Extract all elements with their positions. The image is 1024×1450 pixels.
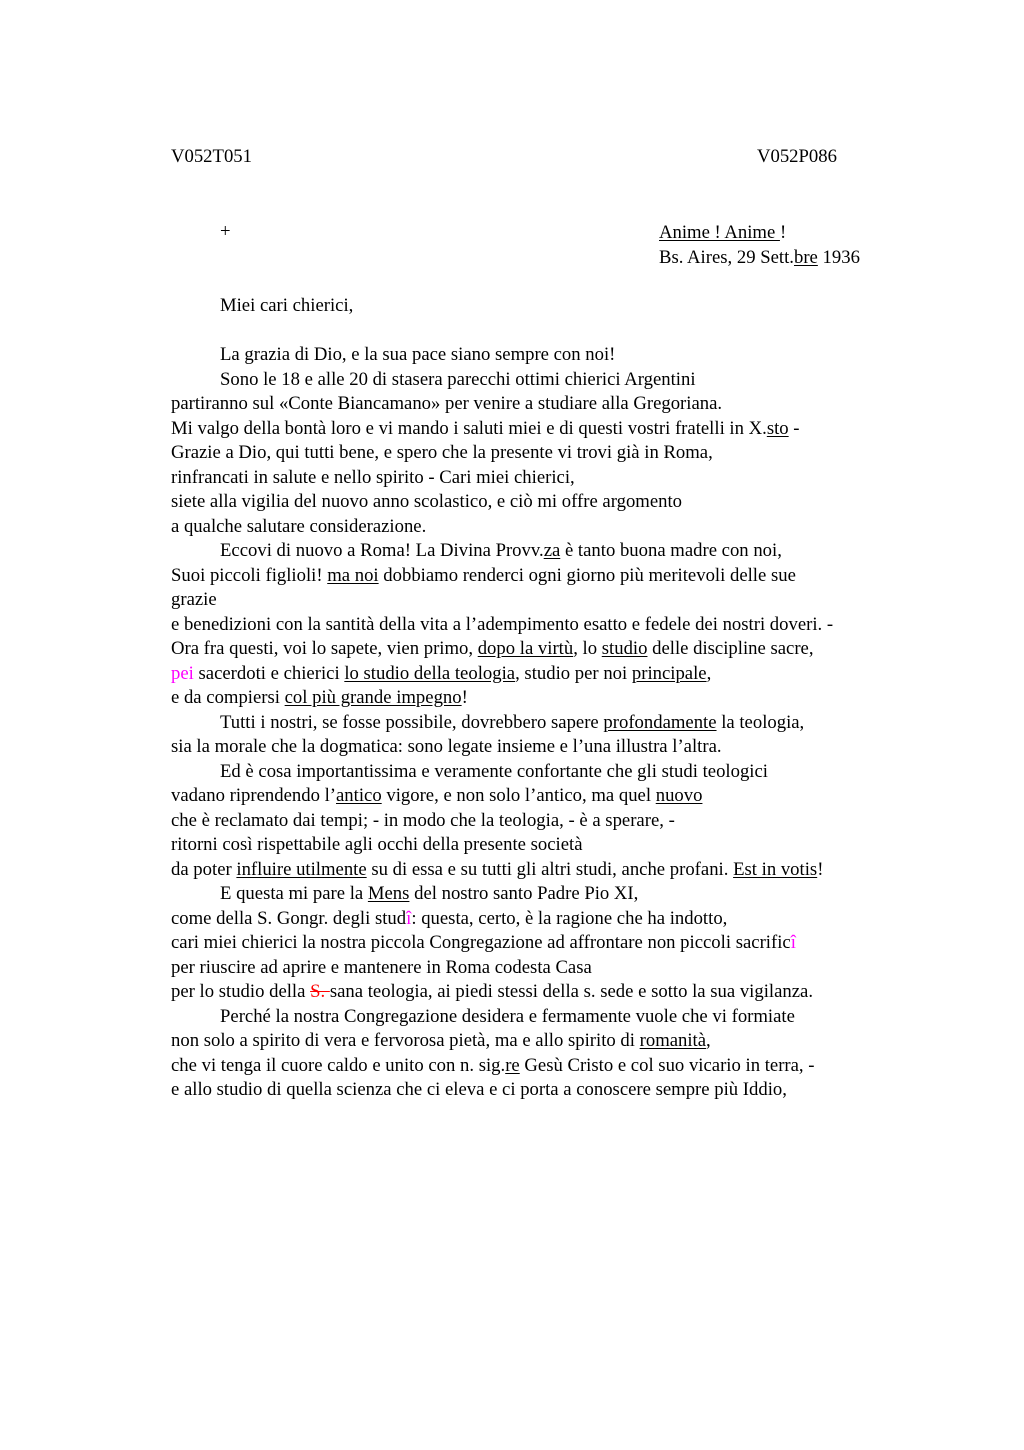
text-segment: Sono le 18 e alle 20 di stasera parecchi ottimi chierici Argentini bbox=[220, 368, 696, 390]
text-segment: su di essa e su tutti gli altri studi, anche profani. bbox=[366, 858, 734, 880]
text-segment: che è reclamato dai tempi; - in modo che la teologia, - è a sperare, - bbox=[171, 809, 675, 831]
text-line bbox=[171, 662, 931, 687]
document-code-left: V052T051 bbox=[171, 146, 252, 167]
text-line bbox=[171, 1005, 931, 1030]
text-segment: Gesù Cristo e col suo vicario in terra, - bbox=[519, 1054, 815, 1076]
text-segment: Tutti i nostri, se fosse possibile, dovrebbero sapere bbox=[220, 711, 604, 733]
text-segment: sia la morale che la dogmatica: sono legate insieme e l’una illustra l’altra. bbox=[171, 736, 722, 757]
text-segment: e allo studio di quella scienza che ci eleva e ci porta a conoscere sempre più Iddio, bbox=[171, 1079, 787, 1100]
text-segment: Eccovi di nuovo a Roma! La Divina Provv. bbox=[220, 540, 544, 561]
text-segment: La grazia di Dio, e la sua pace siano sempre con noi! bbox=[220, 344, 616, 365]
text-segment: Perché la nostra Congregazione desidera e fermamente vuole che vi formiate bbox=[220, 1005, 795, 1027]
underlined-segment: principale bbox=[631, 662, 707, 684]
text-segment: partiranno sul «Conte Biancamano» per venire a studiare alla Gregoriana. bbox=[171, 393, 723, 414]
text-line bbox=[171, 931, 931, 956]
text-segment: , studio per noi bbox=[515, 662, 632, 684]
text-line bbox=[171, 980, 931, 1005]
text-segment: ritorni così rispettabile agli occhi della presente società bbox=[171, 834, 583, 855]
text-line bbox=[171, 564, 931, 589]
text-segment: siete alla vigilia del nuovo anno scolastico, e ciò mi offre argomento bbox=[171, 491, 682, 512]
text-segment: per lo studio della bbox=[171, 981, 311, 1002]
text-segment: Ed è cosa importantissima e veramente confortante che gli studi teologici bbox=[220, 760, 768, 782]
text-segment: vadano riprendendo l’ bbox=[171, 785, 337, 806]
deleted-segment: S. bbox=[310, 981, 330, 1002]
text-segment: , bbox=[706, 1030, 711, 1051]
text-segment: - bbox=[788, 417, 800, 439]
text-segment: Mi valgo della bontà loro e vi mando i saluti miei e di questi vostri fratelli in X. bbox=[171, 417, 767, 439]
underlined-segment: ma noi bbox=[327, 564, 379, 586]
motto-text: Anime ! Anime bbox=[659, 222, 780, 243]
text-line bbox=[171, 392, 931, 417]
underlined-segment: col più grande impegno bbox=[284, 687, 462, 708]
underlined-segment: Mens bbox=[367, 883, 410, 904]
text-line bbox=[171, 882, 931, 907]
underlined-segment: za bbox=[543, 540, 561, 561]
text-line bbox=[171, 515, 931, 540]
document-code-right: V052P086 bbox=[757, 146, 837, 167]
underlined-segment: dopo la virtù bbox=[477, 638, 574, 659]
text-segment: la teologia, bbox=[716, 711, 805, 733]
text-segment: non solo a spirito di vera e fervorosa pietà, ma e allo spirito di bbox=[171, 1030, 640, 1051]
underlined-segment: nuovo bbox=[655, 785, 703, 806]
text-segment: ! bbox=[817, 858, 824, 880]
text-segment: del nostro santo Padre Pio XI, bbox=[409, 883, 639, 904]
text-segment: grazie bbox=[171, 589, 217, 610]
text-line bbox=[171, 760, 931, 785]
underlined-segment: Est in votis bbox=[733, 858, 818, 880]
text-segment: cari miei chierici la nostra piccola Congregazione ad affrontare non piccoli sacrific bbox=[171, 932, 791, 953]
text-line bbox=[171, 613, 931, 638]
text-segment: vigore, e non solo l’antico, ma quel bbox=[381, 785, 656, 806]
dateline bbox=[659, 246, 860, 271]
underlined-segment: influire utilmente bbox=[236, 858, 367, 880]
text-segment: : questa, certo, è la ragione che ha indotto, bbox=[411, 907, 728, 929]
highlighted-segment: pei bbox=[171, 662, 194, 684]
text-line bbox=[171, 417, 931, 442]
text-line bbox=[171, 833, 931, 858]
text-segment: per riuscire ad aprire e mantenere in Roma codesta Casa bbox=[171, 956, 592, 978]
text-line bbox=[171, 490, 931, 515]
text-segment: come della S. Gongr. degli stud bbox=[171, 907, 407, 929]
dateline-before: Bs. Aires, 29 Sett. bbox=[659, 246, 794, 268]
text-line bbox=[171, 539, 931, 564]
text-line bbox=[171, 343, 931, 368]
underlined-segment: profondamente bbox=[603, 711, 717, 733]
text-line bbox=[171, 637, 931, 662]
text-segment: Suoi piccoli figlioli! bbox=[171, 564, 328, 586]
underlined-segment: romanità bbox=[639, 1030, 707, 1051]
text-segment: delle discipline sacre, bbox=[647, 638, 814, 659]
text-segment: ! bbox=[461, 687, 468, 708]
text-line bbox=[171, 711, 931, 736]
motto-line bbox=[659, 221, 860, 246]
underlined-segment: lo studio della teologia bbox=[344, 662, 516, 684]
text-line bbox=[171, 1029, 931, 1054]
salutation: Miei cari chierici, bbox=[220, 295, 354, 316]
text-line bbox=[171, 956, 931, 981]
underlined-segment: sto bbox=[766, 417, 789, 439]
text-line bbox=[171, 1054, 931, 1079]
text-segment: sacerdoti e chierici bbox=[193, 662, 345, 684]
dateline-underlined: bre bbox=[793, 246, 818, 268]
highlighted-segment: î bbox=[790, 932, 796, 953]
text-segment: da poter bbox=[171, 858, 237, 880]
underlined-segment: re bbox=[505, 1054, 520, 1076]
highlighted-segment: î bbox=[406, 907, 412, 929]
text-line bbox=[171, 809, 931, 834]
text-line bbox=[171, 686, 931, 711]
cross-symbol: + bbox=[220, 221, 231, 242]
text-segment: E questa mi pare la bbox=[220, 883, 368, 904]
text-segment: , lo bbox=[573, 638, 602, 659]
text-segment: rinfrancati in salute e nello spirito - Cari miei chierici, bbox=[171, 466, 575, 488]
text-line bbox=[171, 784, 931, 809]
place-date-block bbox=[659, 221, 860, 270]
letter-body bbox=[171, 343, 931, 1103]
text-line bbox=[171, 466, 931, 491]
text-segment: a qualche salutare considerazione. bbox=[171, 515, 427, 537]
text-segment: Ora fra questi, voi lo sapete, vien primo, bbox=[171, 638, 478, 659]
underlined-segment: studio bbox=[601, 638, 648, 659]
underlined-segment: antico bbox=[336, 785, 382, 806]
text-line bbox=[171, 1078, 931, 1103]
text-line bbox=[171, 858, 931, 883]
text-line bbox=[171, 441, 931, 466]
text-line bbox=[171, 368, 931, 393]
text-segment: , bbox=[706, 662, 712, 684]
motto-tail: ! bbox=[779, 222, 787, 243]
text-segment: sana teologia, ai piedi stessi della s. sede e sotto la sua vigilanza. bbox=[329, 981, 813, 1002]
text-segment: è tanto buona madre con noi, bbox=[560, 540, 782, 561]
text-segment: Grazie a Dio, qui tutti bene, e spero che la presente vi trovi già in Roma, bbox=[171, 442, 713, 463]
text-segment: e da compiersi bbox=[171, 687, 285, 708]
text-segment: dobbiamo renderci ogni giorno più meritevoli delle sue bbox=[378, 564, 796, 586]
text-line bbox=[171, 735, 931, 760]
text-segment: e benedizioni con la santità della vita a l’adempimento esatto e fedele dei nostri doveri. - bbox=[171, 613, 834, 635]
dateline-after: 1936 bbox=[817, 246, 860, 268]
text-line bbox=[171, 588, 931, 613]
text-segment: che vi tenga il cuore caldo e unito con n. sig. bbox=[171, 1054, 506, 1076]
text-line bbox=[171, 907, 931, 932]
